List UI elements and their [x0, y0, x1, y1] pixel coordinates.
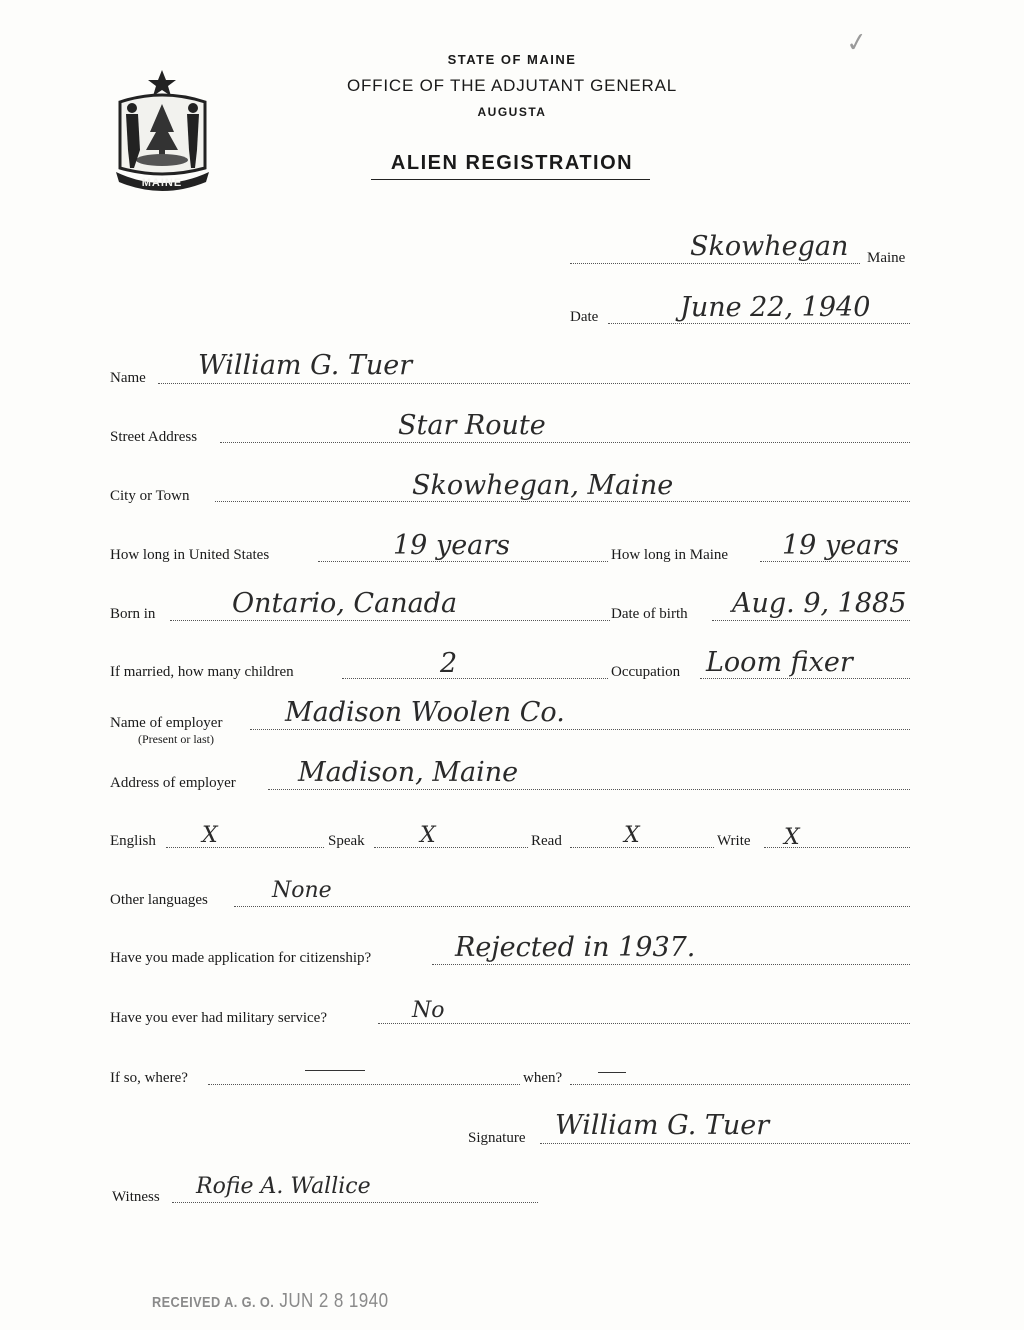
- how-long-us-value: 19 years: [393, 530, 511, 561]
- check-mark: ✓: [844, 26, 870, 60]
- employer-address-line: [268, 789, 910, 790]
- when-line: [570, 1084, 910, 1085]
- name-line: [158, 383, 910, 384]
- header-office: OFFICE OF THE ADJUTANT GENERAL: [346, 76, 678, 95]
- header-city: AUGUSTA: [477, 105, 547, 119]
- employer-name-label: Name of employer: [110, 715, 223, 731]
- military-line: [378, 1023, 910, 1024]
- date-of-birth-line: [712, 620, 910, 621]
- how-long-us-line: [318, 561, 608, 562]
- born-in-label: Born in: [110, 606, 156, 622]
- place-line: [570, 263, 860, 264]
- city-line: [215, 501, 910, 502]
- received-stamp: [152, 1290, 388, 1313]
- where-dash: [305, 1070, 365, 1071]
- city-label: City or Town: [110, 488, 190, 504]
- city-value: Skowhegan, Maine: [412, 470, 674, 501]
- other-languages-value: None: [272, 878, 332, 903]
- street-address-line: [220, 442, 910, 443]
- read-line: [570, 847, 714, 848]
- date-line: [608, 323, 910, 324]
- witness-value: Rofie A. Wallice: [196, 1174, 371, 1199]
- children-label: If married, how many children: [110, 664, 294, 680]
- place-value: Skowhegan: [690, 231, 849, 262]
- english-label: English: [110, 833, 156, 849]
- citizenship-value: Rejected in 1937.: [455, 932, 696, 963]
- date-of-birth-value: Aug. 9, 1885: [732, 588, 907, 619]
- date-value: June 22, 1940: [680, 292, 871, 323]
- how-long-maine-label: How long in Maine: [611, 547, 729, 563]
- header-state: STATE OF MAINE: [447, 52, 577, 67]
- employer-name-value: Madison Woolen Co.: [285, 697, 565, 728]
- occupation-label: Occupation: [611, 664, 681, 680]
- speak-value: X: [420, 823, 436, 848]
- name-label: Name: [110, 370, 146, 386]
- military-value: No: [412, 998, 445, 1023]
- citizenship-label: Have you made application for citizenship?: [110, 950, 372, 966]
- witness-line: [172, 1202, 538, 1203]
- seal-text: MAINE: [141, 177, 183, 189]
- place-suffix: Maine: [867, 250, 906, 266]
- title-underline: [371, 179, 650, 180]
- employer-name-sublabel: (Present or last): [138, 732, 214, 746]
- born-in-line: [170, 620, 610, 621]
- employer-name-line: [250, 729, 910, 730]
- write-value: X: [784, 825, 800, 850]
- date-label: Date: [570, 309, 599, 325]
- citizenship-line: [432, 964, 910, 965]
- how-long-maine-line: [760, 561, 910, 562]
- where-label: If so, where?: [110, 1070, 188, 1086]
- signature-line: [540, 1143, 910, 1144]
- name-value: William G. Tuer: [198, 350, 413, 381]
- military-label: Have you ever had military service?: [110, 1010, 327, 1026]
- english-value: X: [202, 823, 218, 848]
- witness-label: Witness: [112, 1189, 160, 1205]
- received-stamp-date: JUN 2 8 1940: [279, 1290, 389, 1312]
- other-languages-label: Other languages: [110, 892, 208, 908]
- write-label: Write: [717, 833, 751, 849]
- speak-line: [374, 847, 528, 848]
- received-stamp-text: RECEIVED A. G. O.: [152, 1294, 275, 1311]
- read-value: X: [624, 823, 640, 848]
- signature-value: William G. Tuer: [555, 1110, 770, 1141]
- when-dash: [598, 1072, 626, 1073]
- children-value: 2: [440, 648, 458, 679]
- born-in-value: Ontario, Canada: [232, 588, 458, 619]
- employer-address-label: Address of employer: [110, 775, 236, 791]
- english-line: [166, 847, 324, 848]
- occupation-line: [700, 678, 910, 679]
- read-label: Read: [531, 833, 562, 849]
- where-line: [208, 1084, 520, 1085]
- when-label: when?: [523, 1070, 563, 1086]
- date-of-birth-label: Date of birth: [611, 606, 688, 622]
- other-languages-line: [234, 906, 910, 907]
- street-address-value: Star Route: [398, 410, 546, 441]
- how-long-maine-value: 19 years: [782, 530, 900, 561]
- speak-label: Speak: [328, 833, 365, 849]
- occupation-value: Loom fixer: [706, 647, 853, 678]
- how-long-us-label: How long in United States: [110, 547, 270, 563]
- street-address-label: Street Address: [110, 429, 198, 445]
- employer-address-value: Madison, Maine: [298, 757, 519, 788]
- children-line: [342, 678, 608, 679]
- form-title: ALIEN REGISTRATION: [390, 152, 634, 174]
- signature-label: Signature: [468, 1130, 526, 1146]
